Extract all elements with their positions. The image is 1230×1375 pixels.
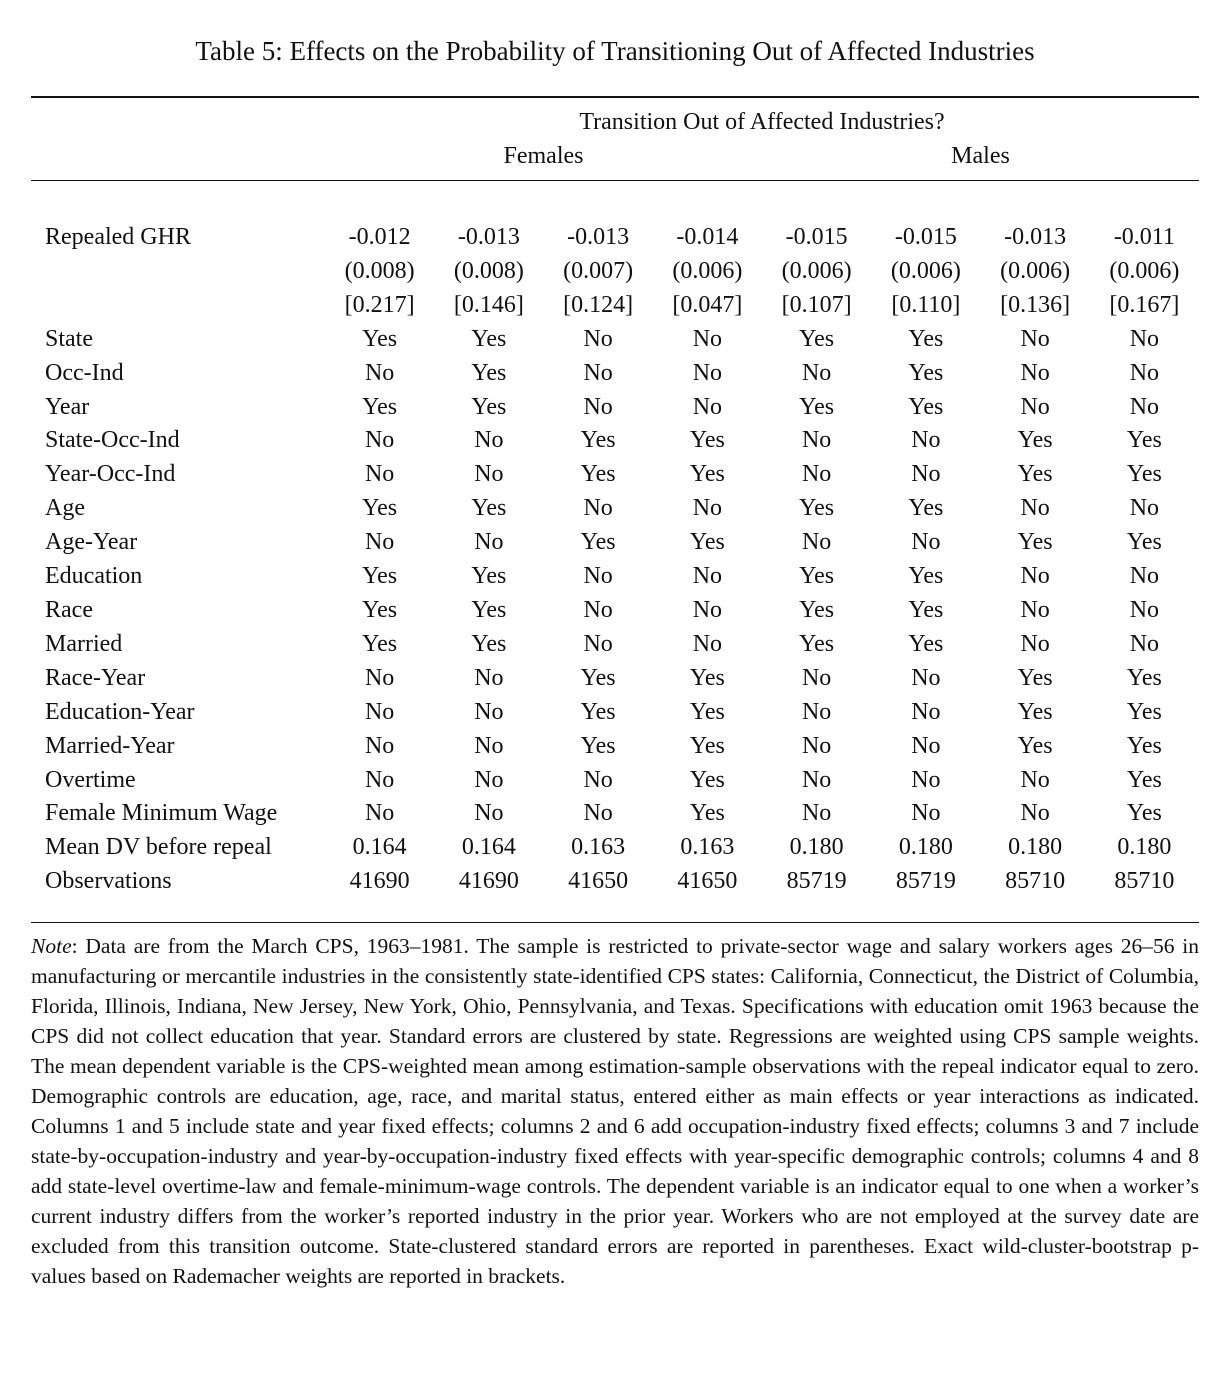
table-cell: 0.180 — [789, 834, 844, 861]
bottom-rule — [31, 922, 1199, 923]
table-cell: Yes — [1126, 732, 1162, 759]
row-label: State-Occ-Ind — [45, 427, 180, 454]
row-control — [31, 526, 1199, 560]
table-cell: No — [364, 427, 395, 454]
table-cell: No — [1020, 495, 1050, 522]
table-cell: Yes — [908, 596, 944, 623]
table-cell: Yes — [1017, 427, 1053, 454]
table-cell: 0.180 — [898, 834, 953, 861]
table-cell: No — [1020, 596, 1050, 623]
row-label: Married-Year — [45, 732, 175, 759]
table-cell: No — [474, 664, 504, 691]
table-cell: Yes — [1017, 461, 1053, 488]
table-cell: -0.013 — [567, 224, 630, 250]
table-cell: Yes — [580, 664, 616, 691]
table-cell: 41690 — [458, 868, 519, 895]
table-cell: No — [801, 800, 832, 827]
table-cell: Yes — [580, 461, 616, 488]
table-cell: Yes — [689, 664, 725, 691]
row-label: Race — [45, 596, 93, 623]
row-label: Observations — [45, 868, 172, 895]
table-cell: Yes — [471, 495, 507, 522]
table-cell: (0.006) — [672, 257, 743, 284]
row-label: Education-Year — [45, 698, 195, 725]
table-cell: 41690 — [349, 868, 410, 895]
row-mean-dv — [31, 831, 1199, 865]
row-label: Year-Occ-Ind — [45, 461, 176, 488]
table-cell: Yes — [471, 630, 507, 657]
table-cell: No — [1020, 393, 1050, 420]
table-cell: Yes — [1017, 732, 1053, 759]
table-cell: No — [474, 529, 504, 556]
table-cell: No — [911, 461, 941, 488]
table-cell: No — [583, 495, 613, 522]
table-cell: No — [364, 664, 395, 691]
table-cell: No — [911, 800, 941, 827]
table-note — [31, 931, 1199, 1291]
table-cell: No — [801, 766, 832, 793]
row-label: Age — [45, 495, 85, 522]
table-cell: Yes — [362, 393, 398, 420]
table-cell: No — [583, 325, 613, 352]
table-cell: No — [364, 529, 395, 556]
table-cell: Yes — [1017, 698, 1053, 725]
table-cell: 85719 — [895, 868, 956, 895]
table-cell: No — [692, 563, 723, 590]
table-cell: Yes — [1126, 529, 1162, 556]
table-cell: No — [583, 766, 613, 793]
table-cell: No — [364, 461, 395, 488]
table-cell: No — [364, 698, 395, 725]
table-cell: 41650 — [568, 868, 629, 895]
table-cell: 85719 — [786, 868, 847, 895]
table-cell: Yes — [580, 529, 616, 556]
table-cell: No — [364, 359, 395, 386]
table-cell: 0.164 — [352, 834, 407, 861]
table-cell: Yes — [362, 563, 398, 590]
table-cell: No — [583, 359, 613, 386]
table-cell: Yes — [689, 732, 725, 759]
table-cell: -0.015 — [785, 224, 848, 250]
table-cell: Yes — [908, 359, 944, 386]
table-cell: No — [364, 732, 395, 759]
table-cell: Yes — [908, 325, 944, 352]
table-cell: (0.008) — [344, 257, 415, 284]
row-control — [31, 628, 1199, 662]
table-cell: No — [911, 664, 941, 691]
table-cell: Yes — [689, 529, 725, 556]
table-cell: No — [911, 732, 941, 759]
table-cell: Yes — [799, 563, 835, 590]
table-cell: 0.180 — [1117, 834, 1172, 861]
row-control — [31, 492, 1199, 526]
table-cell: Yes — [1126, 461, 1162, 488]
table-cell: No — [1020, 800, 1050, 827]
table-cell: No — [692, 495, 723, 522]
table-cell: 85710 — [1005, 868, 1066, 895]
table-cell: No — [1020, 325, 1050, 352]
table-cell: Yes — [1126, 800, 1162, 827]
table-cell: No — [1129, 325, 1160, 352]
table-cell: No — [1020, 359, 1050, 386]
table-cell: No — [1129, 563, 1160, 590]
table-cell: Yes — [689, 461, 725, 488]
table-cell: [0.167] — [1109, 291, 1180, 318]
table-cell: (0.006) — [781, 257, 852, 284]
table-cell: No — [801, 664, 832, 691]
results-table — [31, 221, 1199, 899]
row-control — [31, 560, 1199, 594]
females-group-header: Females — [503, 143, 584, 169]
table-cell: Yes — [580, 427, 616, 454]
table-cell: No — [474, 698, 504, 725]
table-cell: Yes — [471, 359, 507, 386]
table-cell: No — [583, 563, 613, 590]
row-label: Female Minimum Wage — [45, 800, 278, 827]
table-cell: Yes — [1126, 664, 1162, 691]
row-control — [31, 696, 1199, 730]
table-cell: No — [474, 461, 504, 488]
table-cell: Yes — [362, 325, 398, 352]
header-rule — [31, 180, 1199, 181]
table-cell: [0.136] — [1000, 291, 1071, 318]
row-label — [31, 255, 325, 289]
row-label: Mean DV before repeal — [45, 834, 272, 861]
table-cell: [0.110] — [891, 291, 961, 318]
table-cell: Yes — [908, 495, 944, 522]
table-cell: [0.146] — [453, 291, 524, 318]
row-repealed-ghr-coef — [31, 221, 1199, 255]
table-cell: 0.163 — [680, 834, 735, 861]
table-cell: Yes — [471, 563, 507, 590]
table-cell: Yes — [580, 698, 616, 725]
table-cell: Yes — [362, 495, 398, 522]
table-cell: 85710 — [1114, 868, 1175, 895]
table-cell: No — [474, 766, 504, 793]
row-control — [31, 391, 1199, 425]
table-cell: No — [583, 596, 613, 623]
table-cell: Yes — [689, 800, 725, 827]
table-cell: No — [911, 698, 941, 725]
table-cell: Yes — [471, 325, 507, 352]
table-cell: Yes — [362, 630, 398, 657]
table-cell: (0.008) — [453, 257, 524, 284]
table-cell: No — [1020, 766, 1050, 793]
table-cell: Yes — [1126, 766, 1162, 793]
table-cell: Yes — [580, 732, 616, 759]
table-cell: No — [692, 596, 723, 623]
table-cell: No — [692, 630, 723, 657]
row-control — [31, 764, 1199, 798]
row-label: Age-Year — [45, 529, 138, 556]
table-cell: Yes — [1017, 529, 1053, 556]
table-cell: 0.180 — [1008, 834, 1063, 861]
table-cell: Yes — [689, 766, 725, 793]
table-cell: No — [1020, 563, 1050, 590]
table-cell: 41650 — [677, 868, 738, 895]
table-cell: Yes — [471, 393, 507, 420]
row-repealed-ghr-pval — [31, 289, 1199, 323]
table-cell: Yes — [471, 596, 507, 623]
table-cell: (0.006) — [890, 257, 961, 284]
row-label: Occ-Ind — [45, 359, 124, 386]
table-cell: No — [692, 359, 723, 386]
table-cell: No — [911, 427, 941, 454]
table-cell: No — [1129, 495, 1160, 522]
table-cell: (0.006) — [1000, 257, 1071, 284]
table-cell: Yes — [1017, 664, 1053, 691]
table-cell: No — [801, 427, 832, 454]
table-cell: No — [692, 325, 723, 352]
table-cell: -0.013 — [1004, 224, 1067, 250]
table-cell: No — [911, 766, 941, 793]
table-cell: Yes — [908, 563, 944, 590]
row-control — [31, 323, 1199, 357]
row-control — [31, 424, 1199, 458]
row-control — [31, 797, 1199, 831]
table-cell: 0.163 — [571, 834, 626, 861]
table-cell: No — [1129, 630, 1160, 657]
table-cell: -0.011 — [1113, 224, 1175, 250]
table-cell: No — [1129, 359, 1160, 386]
table-cell: Yes — [799, 596, 835, 623]
table-cell: (0.007) — [563, 257, 634, 284]
table-cell: Yes — [799, 495, 835, 522]
table-cell: Yes — [799, 393, 835, 420]
table-cell: No — [801, 698, 832, 725]
table-cell: [0.124] — [563, 291, 634, 318]
table-cell: No — [692, 393, 723, 420]
row-label — [31, 289, 325, 323]
table-title: Table 5: Effects on the Probability of Transitioning Out of Affected Industries — [195, 36, 1035, 66]
table-cell: No — [474, 732, 504, 759]
table-cell: No — [801, 732, 832, 759]
table-cell: Yes — [799, 325, 835, 352]
row-control — [31, 458, 1199, 492]
table-cell: -0.012 — [348, 224, 411, 250]
table-cell: 0.164 — [461, 834, 516, 861]
table-cell: Yes — [908, 630, 944, 657]
row-label: Overtime — [45, 766, 136, 793]
row-repealed-ghr-se — [31, 255, 1199, 289]
table-cell: No — [1129, 596, 1160, 623]
table-cell: -0.015 — [894, 224, 957, 250]
note-text: : Data are from the March CPS, 1963–1981. The sample is restricted to private-sector wage and salary workers ages 26–56 in manufacturing or mercantile industries in the consistently state-identified CPS states: California, Connecticut, the District of Columbia, Florida, Illinois, Indiana, New Jersey, New York, Ohio, Pennsylvania, and Texas. Specifications with education omit 1963 because the CPS did not collect education that year. Standard errors are clustered by state. Regressions are weighted using CPS sample weights. The mean dependent variable is the CPS-weighted mean among estimation-sample observations with the repeal indicator equal to zero. Demographic controls are education, age, race, and marital status, entered either as main effects or year interactions as indicated. Columns 1 and 5 include state and year fixed effects; columns 2 and 6 add occupation-industry fixed effects; columns 3 and 7 include state-by-occupation-industry and year-by-occupation-industry fixed effects with year-specific demographic controls; columns 4 and 8 add state-level overtime-law and female-minimum-wage controls. The dependent variable is an indicator equal to one when a worker’s current industry differs from the worker’s reported industry in the prior year. Workers who are not employed at the survey date are excluded from this transition outcome. State-clustered standard errors are reported in parentheses. Exact wild-cluster-bootstrap p-values based on Rademacher weights are reported in brackets. — [31, 934, 1199, 1288]
table-cell: [0.047] — [672, 291, 743, 318]
table-cell: No — [583, 393, 613, 420]
table-cell: Yes — [908, 393, 944, 420]
row-observations — [31, 865, 1199, 899]
table-cell: No — [583, 800, 613, 827]
table-cell: No — [1020, 630, 1050, 657]
table-cell: No — [364, 766, 395, 793]
table-cell: No — [801, 461, 832, 488]
row-label: Repealed GHR — [45, 224, 191, 250]
table-cell: Yes — [689, 698, 725, 725]
table-cell: No — [801, 359, 832, 386]
table-cell: No — [474, 800, 504, 827]
table-cell: -0.014 — [676, 224, 739, 250]
table-cell: (0.006) — [1109, 257, 1180, 284]
row-control — [31, 662, 1199, 696]
row-control — [31, 594, 1199, 628]
table-cell: No — [474, 427, 504, 454]
table-cell: No — [911, 529, 941, 556]
row-control — [31, 357, 1199, 391]
row-label: Race-Year — [45, 664, 146, 691]
table-cell: Yes — [1126, 698, 1162, 725]
table-cell: No — [801, 529, 832, 556]
row-label: Year — [45, 393, 90, 420]
table-cell: [0.217] — [344, 291, 415, 318]
row-label: Married — [45, 630, 123, 657]
row-control — [31, 730, 1199, 764]
top-rule — [31, 96, 1199, 98]
table-cell: No — [1129, 393, 1160, 420]
outcome-header: Transition Out of Affected Industries? — [579, 109, 945, 135]
table-cell: [0.107] — [781, 291, 852, 318]
row-label: State — [45, 325, 93, 352]
males-group-header: Males — [951, 143, 1010, 169]
table-cell: Yes — [1126, 427, 1162, 454]
table-cell: -0.013 — [457, 224, 520, 250]
table-cell: No — [583, 630, 613, 657]
row-label: Education — [45, 563, 143, 590]
table-cell: Yes — [362, 596, 398, 623]
table-cell: Yes — [799, 630, 835, 657]
note-lead: Note — [31, 934, 72, 958]
table-cell: Yes — [689, 427, 725, 454]
table-cell: No — [364, 800, 395, 827]
